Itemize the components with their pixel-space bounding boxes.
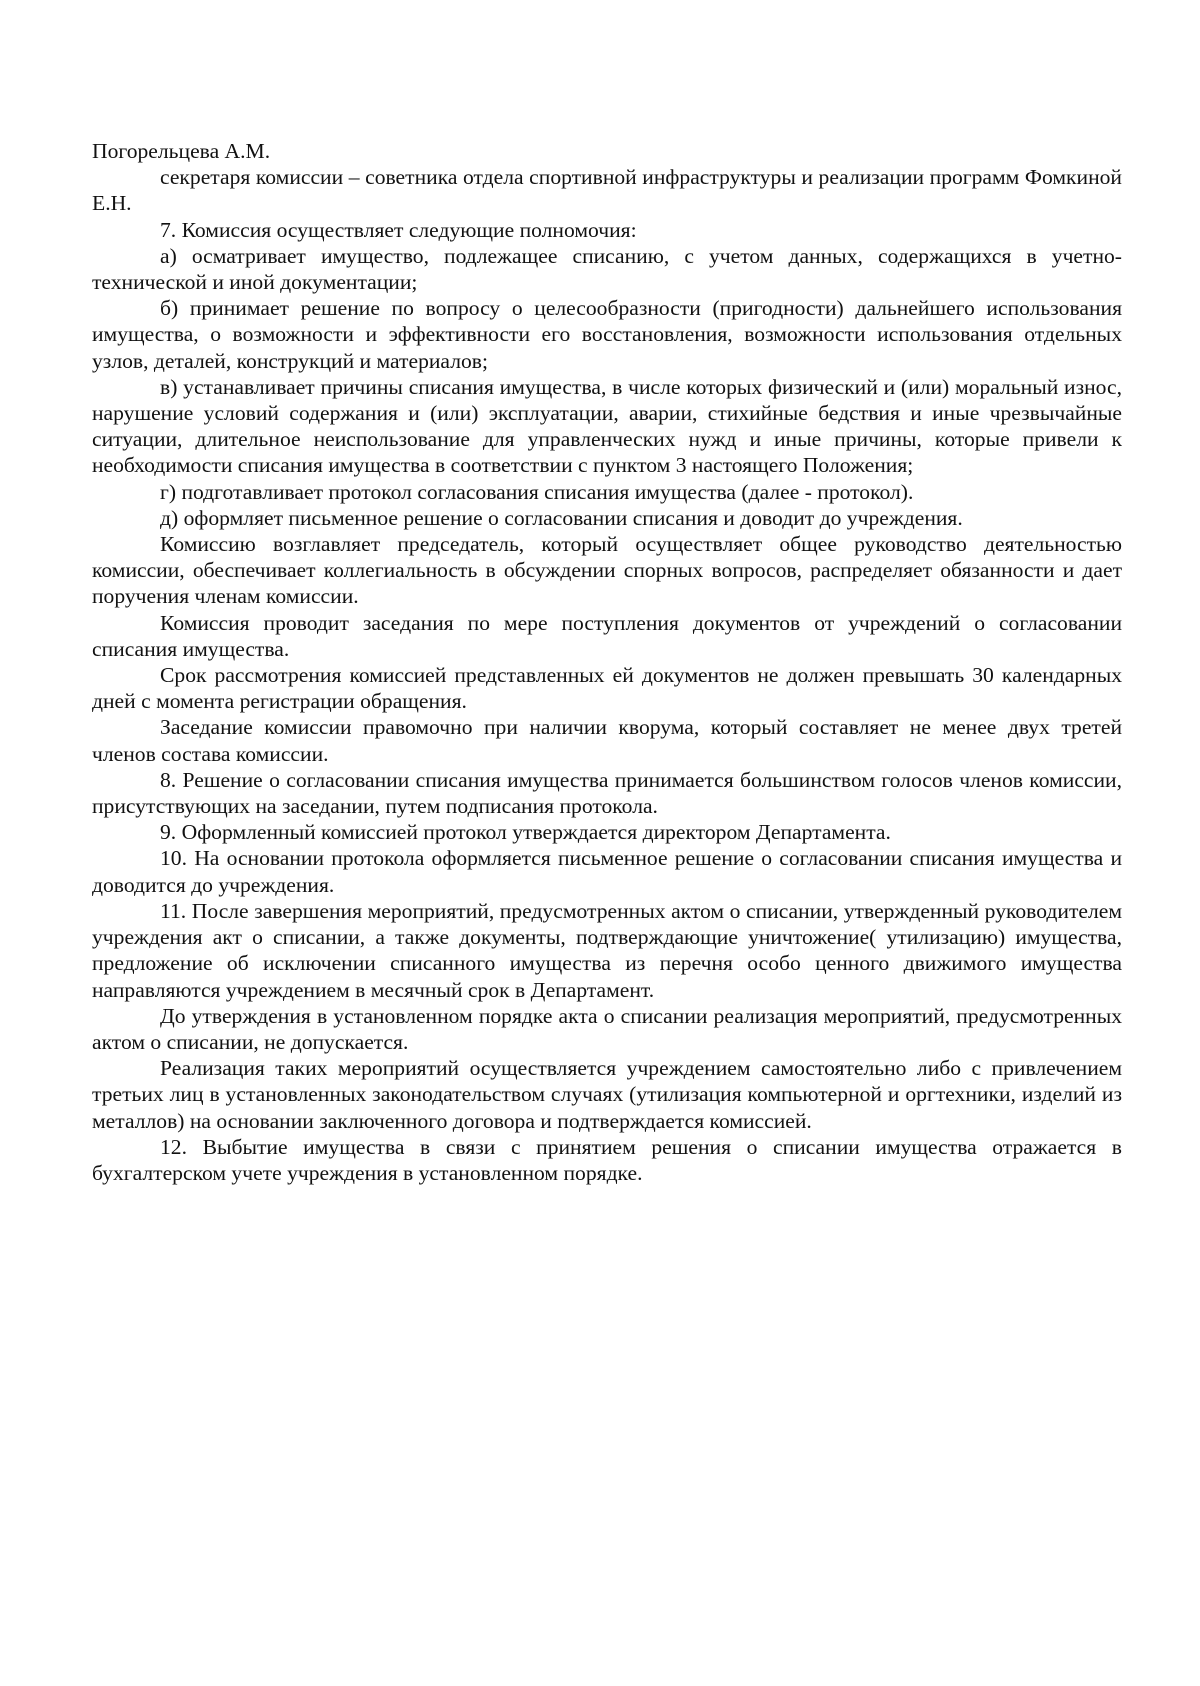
meetings-paragraph: Комиссия проводит заседания по мере поступления документов от учреждений о согласовании списания имущества. [92, 610, 1122, 661]
document-page [92, 138, 1122, 1186]
section-7-heading: 7. Комиссия осуществляет следующие полномочия: [160, 217, 637, 242]
section-7-item-b: б) принимает решение по вопросу о целесообразности (пригодности) дальнейшего использования имущества, о возможности и эффективности его восстановления, возможности использования отдельных узлов, деталей, конструкций и материалов; [92, 296, 1122, 373]
implementation-paragraph: Реализация таких мероприятий осуществляется учреждением самостоятельно либо с привлечением третьих лиц в установленных законодательством случаях (утилизация компьютерной и оргтехники, изделий из металлов) на основании заключенного договора и подтверждается комиссией. [92, 1056, 1122, 1133]
section-10-paragraph: 10. На основании протокола оформляется письменное решение о согласовании списания имущества и доводится до учреждения. [92, 846, 1122, 897]
review-term-paragraph: Срок рассмотрения комиссией представленных ей документов не должен превышать 30 календарных дней с момента регистрации обращения. [92, 663, 1122, 714]
section-12-paragraph: 12. Выбытие имущества в связи с принятием решения о списании имущества отражается в бухгалтерском учете учреждения в установленном порядке. [92, 1134, 1122, 1185]
section-11-paragraph: 11. После завершения мероприятий, предусмотренных актом о списании, утвержденный руководителем учреждения акт о списании, а также документы, подтверждающие уничтожение( утилизацию) имущества, предложение об исключении списанного имущества из перечня особо ценного движимого имущества направляются учреждением в месячный срок в Департамент. [92, 898, 1122, 1002]
section-7-item-a: а) осматривает имущество, подлежащее списанию, с учетом данных, содержащихся в учетно-технической и иной документации; [92, 243, 1122, 295]
section-7-item-v: в) устанавливает причины списания имущества, в числе которых физический и (или) моральный износ, нарушение условий содержания и (или) эксплуатации, аварии, стихийные бедствия и иные чрезвычайные ситуации, длительное неиспользование для управленческих нужд и иные причины, которые привели к необходимости списания имущества в соответствии с пунктом 3 настоящего Положения; [92, 374, 1122, 478]
quorum-paragraph: Заседание комиссии правомочно при наличии кворума, который составляет не менее двух третей членов состава комиссии. [92, 715, 1122, 766]
member-name-line: Погорельцева А.М. [92, 139, 271, 163]
section-7-item-d: д) оформляет письменное решение о согласовании списания и доводит до учреждения. [160, 505, 963, 530]
section-8-paragraph: 8. Решение о согласовании списания имущества принимается большинством голосов членов комиссии, присутствующих на заседании, путем подписания протокола. [92, 767, 1122, 819]
approval-paragraph: До утверждения в установленном порядке акта о списании реализация мероприятий, предусмотренных актом о списании, не допускается. [92, 1003, 1122, 1054]
section-7-item-g: г) подготавливает протокол согласования списания имущества (далее - протокол). [160, 479, 914, 504]
section-9-paragraph: 9. Оформленный комиссией протокол утверждается директором Департамента. [160, 820, 891, 845]
secretary-paragraph: секретаря комиссии – советника отдела спортивной инфраструктуры и реализации программ Фомкиной Е.Н. [92, 165, 1122, 216]
chairman-paragraph: Комиссию возглавляет председатель, который осуществляет общее руководство деятельностью комиссии, обеспечивает коллегиальность в обсуждении спорных вопросов, распределяет обязанности и дает поручения членам комиссии. [92, 532, 1122, 609]
